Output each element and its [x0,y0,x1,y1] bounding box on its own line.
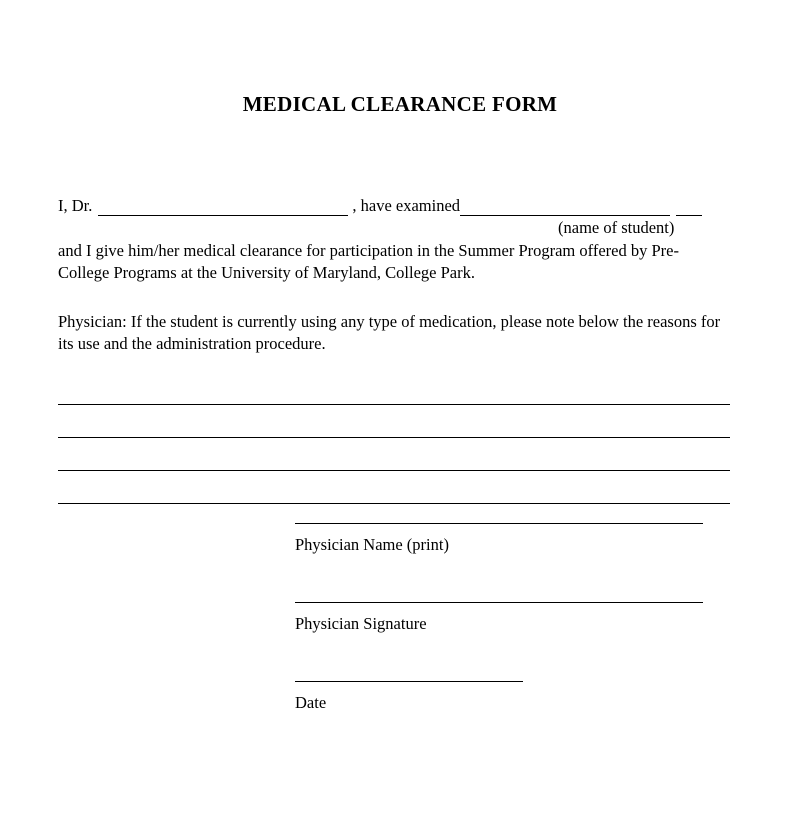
student-name-blank-tail[interactable] [676,201,702,216]
date-label: Date [295,693,327,712]
physician-name-field [295,523,735,555]
statement-mid-text: , have examined [352,196,461,215]
notes-writing-area[interactable] [58,372,730,504]
physician-instruction-text: Physician: If the student is currently using any type of medication, please note below the reasons for its use and the administration procedure. [58,312,721,353]
physician-name-label: Physician Name (print) [295,535,449,554]
signature-block [295,523,735,713]
statement-lead-text: I, Dr. [58,196,93,215]
form-body [58,195,738,354]
notes-line[interactable] [58,471,730,504]
notes-line[interactable] [58,372,730,405]
page-title: MEDICAL CLEARANCE FORM [242,92,558,116]
student-name-blank[interactable] [460,201,670,216]
date-field [295,681,735,713]
examined-statement-line [58,195,738,237]
name-of-student-caption: (name of student) [558,218,675,237]
physician-signature-field [295,602,735,634]
clearance-continuation-text: and I give him/her medical clearance for participation in the Summer Program offered by Pre-College Programs at the University of Maryland, College Park. [58,241,679,282]
physician-signature-label: Physician Signature [295,614,427,633]
notes-line[interactable] [58,405,730,438]
doctor-name-blank[interactable] [98,201,348,216]
notes-line[interactable] [58,438,730,471]
